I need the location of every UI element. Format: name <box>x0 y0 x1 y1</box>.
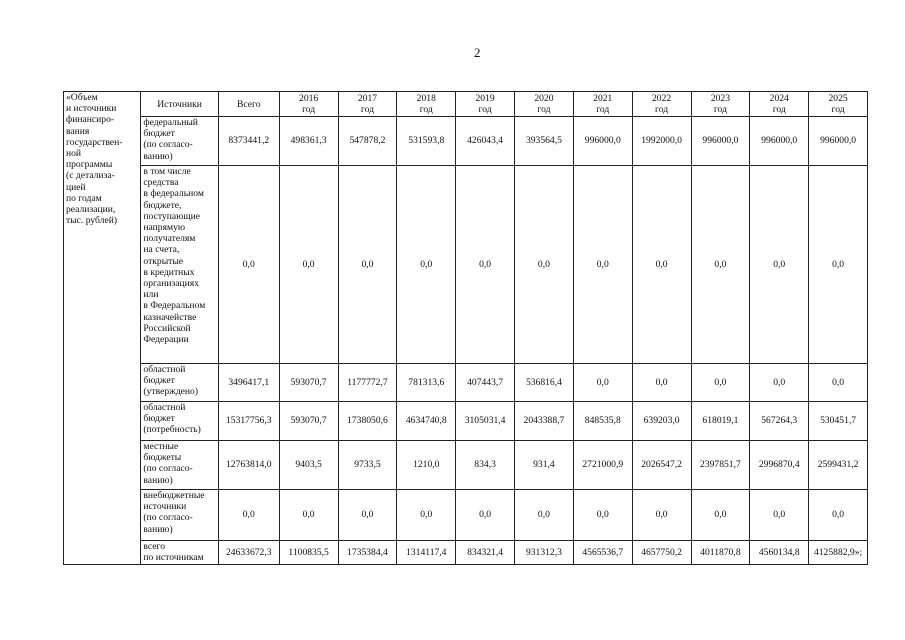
cell-value: 530451,7 <box>809 402 868 441</box>
cell-value: 0,0 <box>573 166 632 364</box>
cell-value: 931312,3 <box>515 541 574 565</box>
cell-value: 1210,0 <box>397 441 456 490</box>
header-year: 2018 год <box>397 92 456 117</box>
row-total: 3496417,1 <box>218 364 279 402</box>
cell-value: 536816,4 <box>515 364 574 402</box>
table-row <box>64 117 868 166</box>
cell-value: 848535,8 <box>573 402 632 441</box>
cell-value: 393564,5 <box>515 117 574 166</box>
header-year: 2024 год <box>750 92 809 117</box>
table-row <box>64 402 868 441</box>
table-row <box>64 364 868 402</box>
row-total: 15317756,3 <box>218 402 279 441</box>
cell-value: 996000,0 <box>691 117 750 166</box>
cell-value: 0,0 <box>456 166 515 364</box>
header-year: 2023 год <box>691 92 750 117</box>
cell-value: 618019,1 <box>691 402 750 441</box>
cell-value: 531593,8 <box>397 117 456 166</box>
row-source: областной бюджет (потребность) <box>141 402 218 441</box>
cell-value: 639203,0 <box>632 402 691 441</box>
cell-value: 547878,2 <box>338 117 397 166</box>
cell-value: 0,0 <box>279 490 338 541</box>
cell-value: 407443,7 <box>456 364 515 402</box>
cell-value: 0,0 <box>809 364 868 402</box>
cell-value: 2599431,2 <box>809 441 868 490</box>
cell-value: 2996870,4 <box>750 441 809 490</box>
cell-value: 1735384,4 <box>338 541 397 565</box>
cell-value: 996000,0 <box>809 117 868 166</box>
cell-value: 0,0 <box>632 490 691 541</box>
table-row <box>64 166 868 364</box>
cell-value: 0,0 <box>691 166 750 364</box>
cell-value: 0,0 <box>809 166 868 364</box>
section-label: «Объем и источники финансиро- вания государствен- ной программы (с детализа- цией по годам реализации, тыс. рублей) <box>64 92 141 565</box>
cell-value: 4011870,8 <box>691 541 750 565</box>
cell-value: 0,0 <box>515 490 574 541</box>
row-total: 24633672,3 <box>218 541 279 565</box>
cell-value: 0,0 <box>515 166 574 364</box>
cell-value: 0,0 <box>573 364 632 402</box>
cell-value: 498361,3 <box>279 117 338 166</box>
cell-value: 0,0 <box>691 490 750 541</box>
row-total: 8373441,2 <box>218 117 279 166</box>
cell-value: 996000,0 <box>750 117 809 166</box>
cell-value: 1314117,4 <box>397 541 456 565</box>
table-header-row <box>64 92 868 117</box>
cell-value: 0,0 <box>632 166 691 364</box>
cell-value: 0,0 <box>750 490 809 541</box>
cell-value: 834,3 <box>456 441 515 490</box>
cell-value: 2026547,2 <box>632 441 691 490</box>
cell-value: 4634740,8 <box>397 402 456 441</box>
row-source: областной бюджет (утверждено) <box>141 364 218 402</box>
header-year: 2016 год <box>279 92 338 117</box>
cell-value: 4125882,9»; <box>809 541 868 565</box>
cell-value: 0,0 <box>338 166 397 364</box>
cell-value: 593070,7 <box>279 402 338 441</box>
cell-value: 1992000,0 <box>632 117 691 166</box>
cell-value: 0,0 <box>750 364 809 402</box>
header-total: Всего <box>218 92 279 117</box>
cell-value: 9403,5 <box>279 441 338 490</box>
cell-value: 1177772,7 <box>338 364 397 402</box>
cell-value: 4565536,7 <box>573 541 632 565</box>
cell-value: 2721000,9 <box>573 441 632 490</box>
header-sources: Источники <box>141 92 218 117</box>
header-year: 2021 год <box>573 92 632 117</box>
cell-value: 0,0 <box>809 490 868 541</box>
cell-value: 0,0 <box>573 490 632 541</box>
cell-value: 426043,4 <box>456 117 515 166</box>
cell-value: 0,0 <box>456 490 515 541</box>
row-total: 12763814,0 <box>218 441 279 490</box>
row-total: 0,0 <box>218 490 279 541</box>
row-source: внебюджетные источники (по согласо- ванию) <box>141 490 218 541</box>
cell-value: 0,0 <box>632 364 691 402</box>
page-number: 2 <box>474 45 481 60</box>
cell-value: 0,0 <box>397 490 456 541</box>
cell-value: 0,0 <box>338 490 397 541</box>
header-year: 2025 год <box>809 92 868 117</box>
header-year: 2020 год <box>515 92 574 117</box>
cell-value: 931,4 <box>515 441 574 490</box>
financing-table <box>63 91 868 565</box>
cell-value: 4657750,2 <box>632 541 691 565</box>
cell-value: 0,0 <box>750 166 809 364</box>
table-row <box>64 441 868 490</box>
header-year: 2019 год <box>456 92 515 117</box>
cell-value: 996000,0 <box>573 117 632 166</box>
cell-value: 1100835,5 <box>279 541 338 565</box>
row-source: местные бюджеты (по согласо- ванию) <box>141 441 218 490</box>
cell-value: 2397851,7 <box>691 441 750 490</box>
row-source: всего по источникам <box>141 541 218 565</box>
cell-value: 0,0 <box>397 166 456 364</box>
table-row <box>64 541 868 565</box>
cell-value: 834321,4 <box>456 541 515 565</box>
cell-value: 9733,5 <box>338 441 397 490</box>
cell-value: 1738050,6 <box>338 402 397 441</box>
cell-value: 593070,7 <box>279 364 338 402</box>
cell-value: 2043388,7 <box>515 402 574 441</box>
header-year: 2022 год <box>632 92 691 117</box>
cell-value: 4560134,8 <box>750 541 809 565</box>
cell-value: 0,0 <box>691 364 750 402</box>
cell-value: 781313,6 <box>397 364 456 402</box>
header-year: 2017 год <box>338 92 397 117</box>
row-source: в том числе средства в федеральном бюджете, поступающие напрямую получателям на счета, открытые в кредитных организациях или в Федеральном казначействе Российской Федерации <box>141 166 218 364</box>
row-source: федеральный бюджет (по согласо- ванию) <box>141 117 218 166</box>
cell-value: 567264,3 <box>750 402 809 441</box>
table-row <box>64 490 868 541</box>
row-total: 0,0 <box>218 166 279 364</box>
cell-value: 0,0 <box>279 166 338 364</box>
cell-value: 3105031,4 <box>456 402 515 441</box>
